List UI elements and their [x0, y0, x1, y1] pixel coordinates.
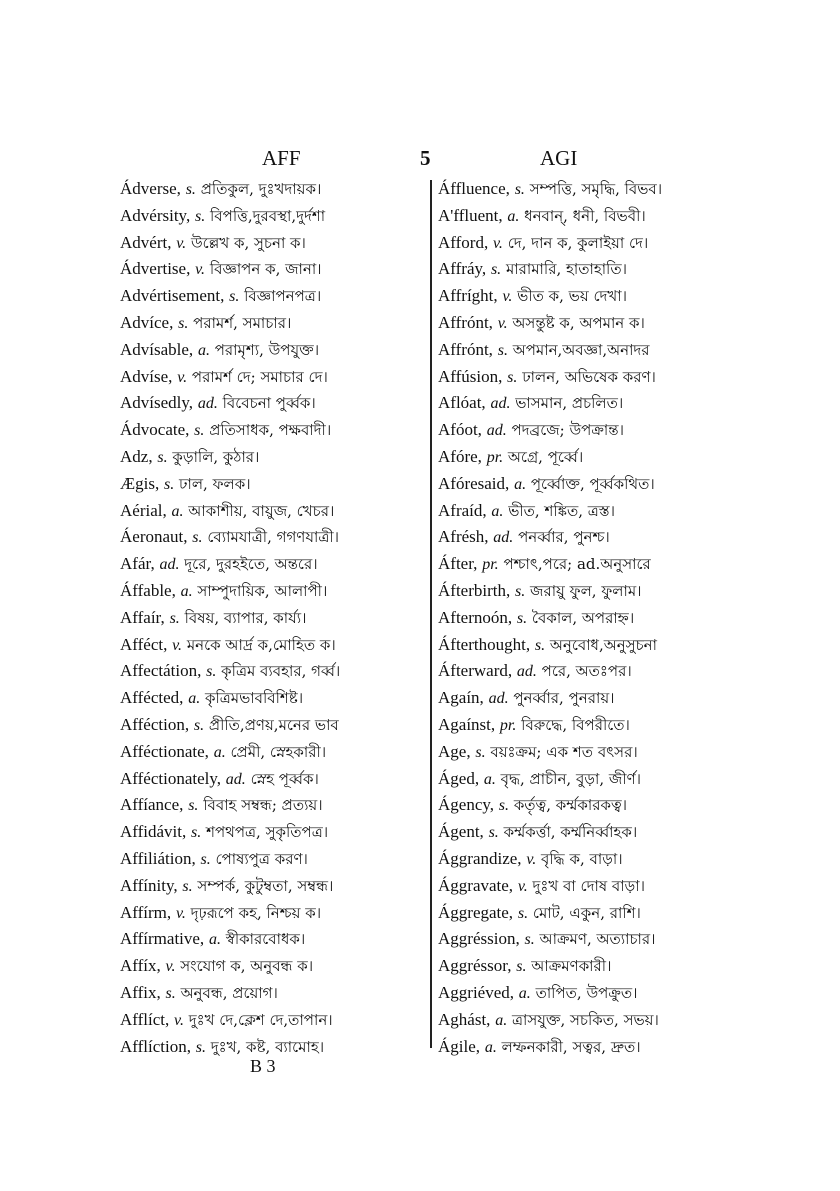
definition: ত্রাসযুক্ত, সচকিত, সভয়। [511, 1010, 659, 1029]
part-of-speech: s. [188, 797, 199, 815]
headword: Ágile, [438, 1036, 481, 1056]
dictionary-entry [120, 819, 420, 846]
definition: অনুবন্ধ, প্রয়োগ। [180, 983, 278, 1002]
definition: অগ্রে, পূর্ব্বে। [507, 447, 584, 466]
part-of-speech: s. [169, 609, 180, 627]
part-of-speech: ad. [225, 770, 246, 788]
headword: Ággrandize, [438, 848, 522, 868]
dictionary-entry [438, 524, 738, 551]
part-of-speech: s. [490, 261, 502, 279]
definition: তাপিত, উপক্রুত। [535, 983, 638, 1002]
headword: Afflíction, [120, 1036, 191, 1056]
dictionary-entry [120, 176, 420, 203]
definition: বিবাহ সম্বন্ধ; প্রত্যয়। [203, 796, 323, 815]
headword: Ággregate, [438, 902, 514, 922]
dictionary-entry [438, 1034, 738, 1061]
dictionary-entry [120, 524, 420, 551]
headword: Áfterward, [438, 661, 513, 681]
part-of-speech: a. [483, 770, 496, 788]
dictionary-entry [438, 980, 738, 1007]
definition: বিষয়, ব্যাপার, কার্য্য। [184, 608, 307, 627]
part-of-speech: a. [197, 341, 210, 359]
headword: Ádvertise, [120, 259, 191, 279]
dictionary-entry [120, 471, 420, 498]
part-of-speech: v. [176, 234, 187, 252]
headword: Afrésh, [438, 527, 489, 547]
part-of-speech: s. [514, 181, 525, 198]
definition: পোষ্যপুত্র করণ। [215, 849, 308, 868]
part-of-speech: s. [194, 422, 205, 440]
headword: Afternoón, [438, 607, 513, 627]
definition: প্রেমী, স্নেহকারী। [230, 742, 327, 761]
headword: Áffable, [120, 580, 176, 600]
definition: বিবেচনা পুর্ব্বক। [222, 394, 316, 413]
dictionary-entry [120, 605, 420, 632]
headword: Aghást, [438, 1009, 491, 1029]
headword: Advért, [120, 232, 172, 252]
definition: কৃত্রিমভাববিশিষ্ট। [204, 689, 304, 708]
dictionary-entry [120, 712, 420, 739]
definition: ভীত, শঙ্কিত, ত্রস্ত। [508, 501, 615, 520]
definition: দূরে, দুরহইতে, অন্তরে। [184, 555, 318, 574]
dictionary-entry [120, 417, 420, 444]
part-of-speech: v. [497, 314, 508, 332]
part-of-speech: s. [517, 904, 529, 922]
part-of-speech: a. [208, 931, 221, 949]
dictionary-entry [438, 230, 738, 257]
headword: Afóot, [438, 420, 482, 440]
definition: পদব্রজে; উপক্রান্ত। [511, 421, 624, 440]
definition: দুঃখ দে,ক্লেশ দে,তাপান। [188, 1010, 333, 1029]
part-of-speech: s. [524, 931, 535, 949]
definition: প্রীতি,প্রণয়,মনের ভাব [208, 715, 339, 734]
headword: Aggréssor, [438, 956, 512, 976]
definition: প্রতিকুল, দুঃখদায়ক। [200, 180, 322, 198]
part-of-speech: s. [185, 181, 196, 198]
definition: মোট, একুন, রাশি। [532, 903, 641, 922]
dictionary-entry [438, 203, 738, 230]
definition: পরামর্শ দে; সমাচার দে। [191, 367, 328, 386]
dictionary-entry [120, 444, 420, 471]
headword: Affrónt, [438, 339, 493, 359]
part-of-speech: ad. [490, 395, 511, 413]
definition: ঢাল, ফলক। [179, 474, 251, 493]
dictionary-entry [438, 471, 738, 498]
part-of-speech: a. [514, 475, 527, 493]
headword: Affrónt, [438, 312, 493, 332]
dictionary-entry [438, 632, 738, 659]
part-of-speech: v. [195, 261, 206, 279]
dictionary-entry [438, 712, 738, 739]
header-left-guideword: AFF [262, 146, 301, 170]
dictionary-entry [120, 739, 420, 766]
dictionary-entry [438, 739, 738, 766]
dictionary-entry [438, 766, 738, 793]
definition: সাম্পুদায়িক, আলাপী। [197, 581, 328, 600]
part-of-speech: s. [229, 288, 240, 306]
dictionary-entry [438, 390, 738, 417]
definition: বয়ঃক্রম; এক শত বৎসর। [490, 742, 638, 761]
part-of-speech: s. [200, 850, 211, 868]
headword: Afóre, [438, 446, 482, 466]
headword: Affectátion, [120, 661, 202, 681]
dictionary-entry [438, 819, 738, 846]
dictionary-entry [120, 310, 420, 337]
dictionary-entry [120, 873, 420, 900]
headword: Ággravate, [438, 875, 514, 895]
dictionary-entry [438, 873, 738, 900]
part-of-speech: s. [516, 958, 527, 976]
dictionary-entry [438, 417, 738, 444]
dictionary-entry [438, 685, 738, 712]
part-of-speech: a. [188, 690, 201, 708]
definition: অসন্তুষ্ট ক, অপমান ক। [512, 313, 645, 332]
part-of-speech: v. [174, 1011, 184, 1029]
headword: Ægis, [120, 473, 160, 493]
headword: Áeronaut, [120, 527, 188, 547]
part-of-speech: s. [195, 1038, 206, 1056]
page-number: 5 [420, 146, 431, 170]
headword: Aérial, [120, 500, 167, 520]
headword: Advértisement, [120, 286, 225, 306]
headword: Affríght, [438, 286, 498, 306]
definition: সম্পর্ক, কুটুম্বতা, সম্বন্ধ। [197, 876, 334, 895]
headword: Ágent, [438, 822, 484, 842]
dictionary-entry [120, 337, 420, 364]
headword: Affírm, [120, 902, 172, 922]
headword: Afféction, [120, 714, 190, 734]
part-of-speech: s. [475, 743, 486, 761]
part-of-speech: s. [488, 824, 499, 842]
part-of-speech: v. [177, 368, 188, 386]
dictionary-entry [438, 283, 738, 310]
definition: দুঃখ বা দোষ বাড়া। [532, 876, 645, 895]
definition: দে, দান ক, কুলাইয়া দে। [507, 233, 649, 252]
part-of-speech: a. [495, 1011, 508, 1029]
definition: ঢালন, অভিষেক করণ। [522, 367, 656, 386]
part-of-speech: s. [516, 609, 528, 627]
part-of-speech: s. [194, 207, 206, 225]
dictionary-entry [438, 900, 738, 927]
part-of-speech: s. [193, 716, 205, 734]
definition: কর্তৃত্ব, কর্ম্মকারকত্ব। [513, 796, 628, 815]
part-of-speech: pr. [499, 716, 517, 734]
part-of-speech: s. [164, 475, 175, 493]
part-of-speech: s. [515, 582, 526, 600]
dictionary-entry [438, 444, 738, 471]
dictionary-entry [120, 926, 420, 953]
definition: বৃদ্ধ, প্রাচীন, বুড়া, জীর্ণ। [500, 769, 642, 788]
part-of-speech: a. [484, 1038, 497, 1056]
dictionary-entry [120, 390, 420, 417]
header-right-guideword: AGI [540, 146, 578, 170]
definition: মনকে আর্দ্র ক,মোহিত ক। [186, 635, 336, 654]
definition: অপমান,অবজ্ঞা,অনাদর [512, 340, 650, 359]
headword: Aggriéved, [438, 982, 515, 1002]
headword: Áfterbirth, [438, 580, 511, 600]
part-of-speech: ad. [493, 529, 514, 547]
dictionary-entry [120, 578, 420, 605]
part-of-speech: s. [497, 341, 508, 359]
part-of-speech: s. [498, 797, 510, 815]
definition: আক্রমণ, অত্যাচার। [539, 930, 656, 949]
headword: Áfterthought, [438, 634, 531, 654]
part-of-speech: ad. [486, 422, 507, 440]
headword: Ádvocate, [120, 420, 190, 440]
part-of-speech: s. [182, 877, 193, 895]
definition: বিজ্ঞাপন ক, জানা। [209, 260, 322, 279]
definition: কর্ম্মকর্ত্তা, কর্ম্মনির্ব্বাহক। [503, 823, 638, 842]
definition: প্রতিসাধক, পক্ষবাদী। [209, 421, 332, 440]
part-of-speech: v. [492, 234, 503, 252]
headword: Áfter, [438, 554, 478, 574]
headword: Afféct, [120, 634, 168, 654]
part-of-speech: s. [165, 984, 176, 1002]
definition: ধনবান্, ধনী, বিভবী। [524, 206, 646, 225]
dictionary-entry [438, 498, 738, 525]
dictionary-entry [438, 364, 738, 391]
definition: আকাশীয়, বায়ুজ, খেচর। [188, 501, 335, 520]
part-of-speech: a. [518, 984, 531, 1002]
definition: ব্যোমযাত্রী, গগণযাত্রী। [207, 528, 340, 547]
column-divider [430, 180, 432, 1048]
part-of-speech: a. [180, 582, 193, 600]
dictionary-entry [438, 578, 738, 605]
dictionary-entry [438, 792, 738, 819]
definition: পশ্চাৎ,পরে; ad.অনুসারে [503, 555, 651, 574]
part-of-speech: s. [157, 448, 168, 466]
dictionary-entry [438, 176, 738, 203]
headword: Affiliátion, [120, 848, 196, 868]
definition: বিজ্ঞাপনপত্র। [244, 287, 322, 306]
dictionary-entry [438, 310, 738, 337]
definition: উল্লেখ ক, সুচনা ক। [190, 233, 306, 252]
dictionary-entry [120, 364, 420, 391]
part-of-speech: v. [165, 958, 176, 976]
headword: Affúsion, [438, 366, 503, 386]
part-of-speech: v. [502, 288, 513, 306]
part-of-speech: ad. [516, 663, 537, 681]
headword: Áged, [438, 768, 480, 788]
part-of-speech: s. [191, 824, 202, 842]
dictionary-entry [120, 792, 420, 819]
dictionary-entry [120, 953, 420, 980]
headword: Ágency, [438, 795, 495, 815]
headword: Áffluence, [438, 179, 510, 198]
definition: পরামৃশ্য, উপযুক্ত। [214, 340, 320, 359]
definition: বৃদ্ধি ক, বাড়া। [541, 849, 623, 868]
dictionary-entry [438, 1007, 738, 1034]
definition: পরামর্শ, সমাচার। [193, 313, 292, 332]
headword: Advísedly, [120, 393, 194, 413]
headword: Afféctionately, [120, 768, 222, 788]
headword: Adz, [120, 446, 153, 466]
headword: Affaír, [120, 607, 165, 627]
dictionary-entry [438, 337, 738, 364]
dictionary-entry [438, 926, 738, 953]
headword: Affráy, [438, 259, 487, 279]
headword: Advísable, [120, 339, 194, 359]
headword: Affínity, [120, 875, 178, 895]
dictionary-entry [120, 230, 420, 257]
headword: Age, [438, 741, 471, 761]
dictionary-entry [120, 1007, 420, 1034]
dictionary-entry [120, 900, 420, 927]
definition: ভীত ক, ভয় দেখা। [517, 287, 627, 306]
definition: আক্রমণকারী। [531, 957, 612, 976]
dictionary-entry [120, 632, 420, 659]
definition: সংযোগ ক, অনুবন্ধ ক। [180, 957, 314, 976]
dictionary-entry [120, 658, 420, 685]
headword: Aflóat, [438, 393, 486, 413]
headword: Affécted, [120, 688, 184, 708]
part-of-speech: v. [175, 904, 186, 922]
definition: লম্ফনকারী, সত্বর, দ্রুত। [501, 1037, 641, 1056]
part-of-speech: s. [534, 636, 546, 654]
part-of-speech: v. [517, 877, 528, 895]
part-of-speech: v. [526, 850, 537, 868]
page-header [0, 146, 840, 176]
part-of-speech: pr. [486, 448, 504, 466]
headword: Agaín, [438, 688, 484, 708]
headword: Afraíd, [438, 500, 487, 520]
signature-mark: B 3 [250, 1056, 276, 1076]
headword: Agaínst, [438, 714, 496, 734]
definition: ভাসমান, প্রচলিত। [515, 394, 624, 413]
definition: দৃঢ়রূপে কহ, নিশ্চয় ক। [190, 903, 322, 922]
dictionary-entry [120, 766, 420, 793]
left-column [120, 176, 420, 1060]
headword: A'ffluent, [438, 205, 503, 225]
definition: সম্পত্তি, সমৃদ্ধি, বিভব। [529, 180, 663, 198]
part-of-speech: s. [206, 663, 217, 681]
dictionary-entry [438, 256, 738, 283]
dictionary-entry [438, 605, 738, 632]
part-of-speech: pr. [482, 556, 499, 574]
headword: Affírmative, [120, 929, 205, 949]
part-of-speech: v. [172, 636, 183, 654]
definition: বৈকাল, অপরাহ্ন। [531, 608, 635, 627]
headword: Affíance, [120, 795, 184, 815]
headword: Afford, [438, 232, 489, 252]
definition: কুড়ালি, কুঠার। [172, 447, 260, 466]
part-of-speech: ad. [197, 395, 218, 413]
definition: স্নেহ পূর্ব্বক। [250, 769, 319, 788]
dictionary-entry [438, 846, 738, 873]
definition: বিরুদ্ধে, বিপরীতে। [521, 715, 630, 734]
headword: Afféctionate, [120, 741, 209, 761]
headword: Affix, [120, 982, 161, 1002]
dictionary-entry [438, 658, 738, 685]
headword: Afár, [120, 554, 155, 574]
headword: Affidávit, [120, 822, 187, 842]
part-of-speech: ad. [159, 556, 180, 574]
definition: পুনর্ব্বার, পুনরায়। [513, 689, 615, 708]
dictionary-entry [120, 980, 420, 1007]
definition: মারামারি, হাতাহাতি। [505, 260, 627, 279]
part-of-speech: s. [178, 314, 189, 332]
headword: Afóresaid, [438, 473, 510, 493]
part-of-speech: s. [507, 368, 518, 386]
dictionary-entry [120, 256, 420, 283]
definition: শপথপত্র, সুকৃতিপত্র। [206, 823, 329, 842]
headword: Aggréssion, [438, 929, 520, 949]
definition: পরে, অতঃপর। [541, 662, 632, 681]
part-of-speech: a. [171, 502, 184, 520]
right-column [438, 176, 738, 1060]
dictionary-entry [120, 283, 420, 310]
dictionary-entry [120, 498, 420, 525]
definition: কৃত্রিম ব্যবহার, গর্ব্ব। [221, 662, 341, 681]
headword: Ádverse, [120, 179, 181, 198]
definition: বিপত্তি,দুরবস্থা,দুর্দশা [210, 206, 326, 225]
dictionary-entry [120, 846, 420, 873]
headword: Affíx, [120, 956, 161, 976]
part-of-speech: ad. [488, 690, 509, 708]
headword: Advíce, [120, 312, 174, 332]
headword: Advíse, [120, 366, 173, 386]
definition: পনর্ব্বার, পুনশ্চ। [518, 528, 610, 547]
dictionary-entry [120, 551, 420, 578]
definition: পূর্ব্বোক্ত, পূর্ব্বকথিত। [530, 474, 655, 493]
dictionary-entry [120, 685, 420, 712]
part-of-speech: s. [192, 529, 203, 547]
definition: স্বীকারবোধক। [225, 930, 306, 949]
definition: জরায়ু ফুল, ফুলাম। [530, 581, 642, 600]
part-of-speech: a. [507, 207, 520, 225]
headword: Advérsity, [120, 205, 191, 225]
dictionary-entry [438, 953, 738, 980]
part-of-speech: a. [491, 502, 504, 520]
headword: Afflíct, [120, 1009, 170, 1029]
part-of-speech: a. [213, 743, 226, 761]
dictionary-entry [120, 203, 420, 230]
definition: অনুবোধ,অনুসুচনা [549, 635, 657, 654]
dictionary-entry [438, 551, 738, 578]
definition: দুঃখ, কষ্ট, ব্যামোহ। [210, 1037, 325, 1056]
